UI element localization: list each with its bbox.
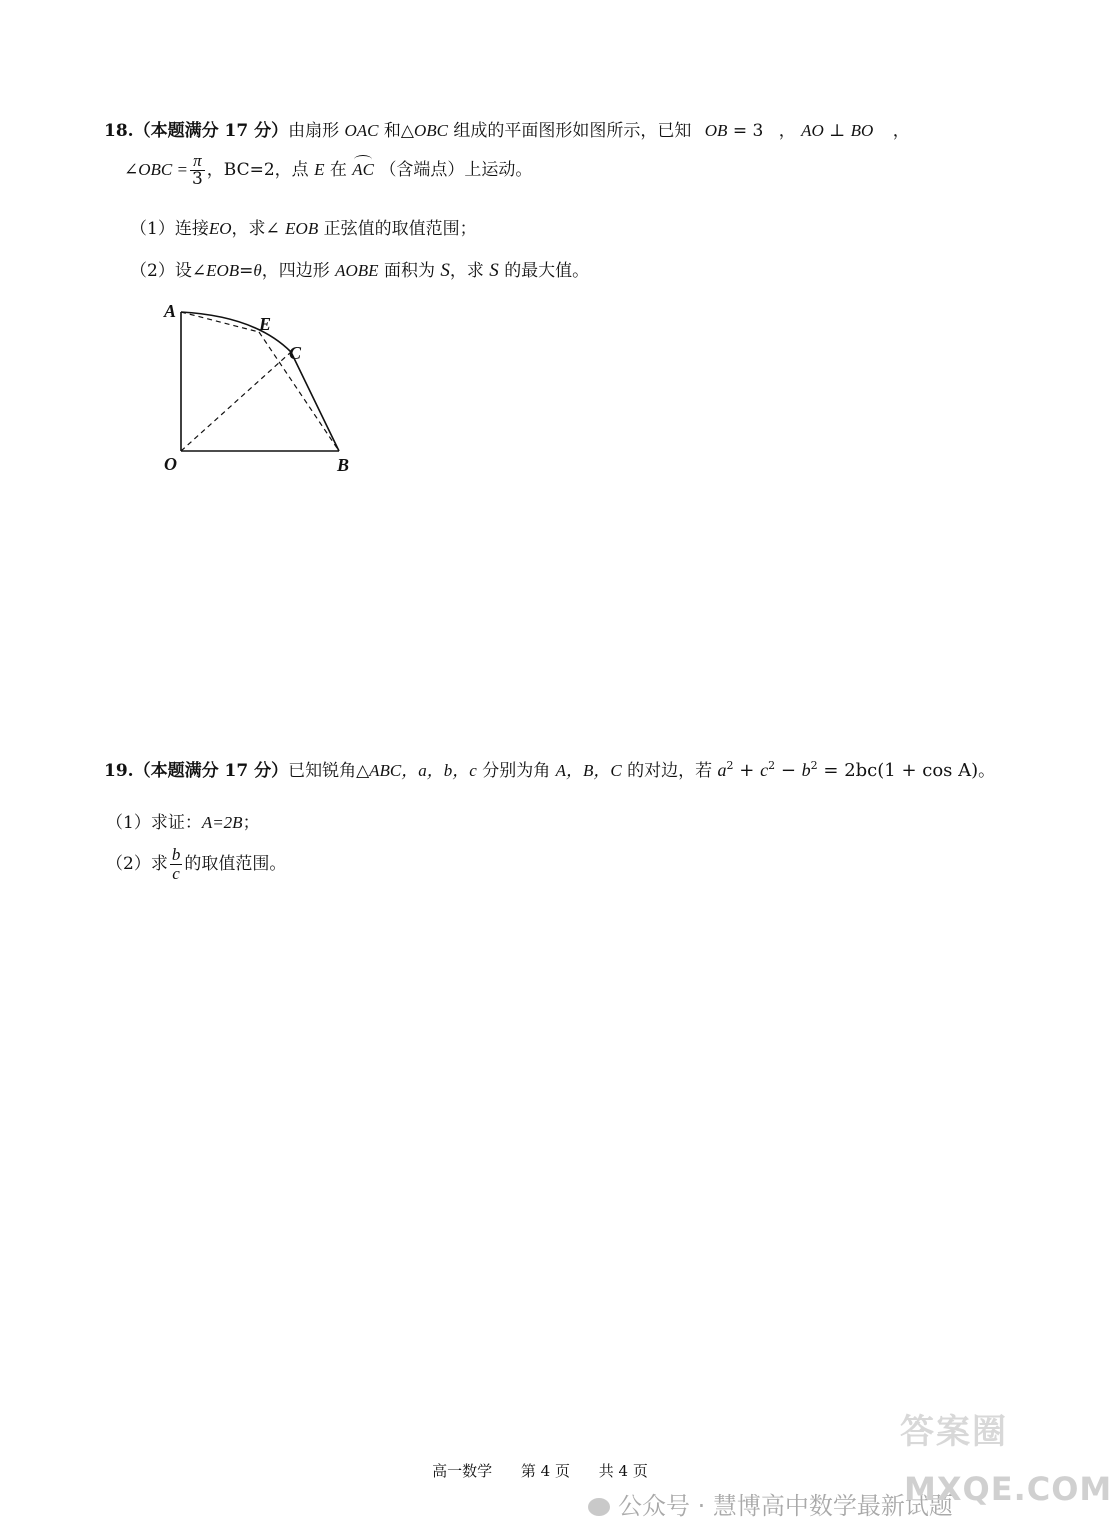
q18-score: （本题满分 17 分） <box>133 121 289 141</box>
equation: $a^2 + c^2 - b^2 = 2bc(1 + \cos A)$ <box>717 759 979 781</box>
q18-line2: ∠OBC = $\frac{\pi}{3}$ ，BC=2，点 E 在 AC （含端点）上运动。 <box>124 151 533 189</box>
dashed-oc <box>181 352 291 451</box>
dashed-ae <box>181 312 259 332</box>
q19-part2: （2）求 $\frac{b}{c}$ 的取值范围。 <box>106 845 287 883</box>
footer-total: 共 4 页 <box>598 1462 648 1480</box>
label-c: C <box>289 343 302 363</box>
q19-score: （本题满分 17 分） <box>133 761 289 781</box>
q18-number: 18. <box>104 121 134 141</box>
watermark-site: MXQE.COM <box>904 1470 1112 1508</box>
arc-ac: AC <box>352 159 375 179</box>
label-o: O <box>164 454 177 474</box>
q18-part2: （2）设∠EOB=θ，四边形 AOBE 面积为 S，求 S 的最大值。 <box>130 260 590 281</box>
q18-part1: （1）连接EO，求∠ EOB 正弦值的取值范围； <box>130 219 477 239</box>
wechat-icon <box>588 1498 610 1516</box>
b-over-c-fraction: $\frac{b}{c}$ <box>171 845 181 883</box>
arc-ac-curve <box>181 312 291 352</box>
q19-line1: 19.（本题满分 17 分）已知锐角△ABC，a，b，c 分别为角 A，B，C 的对边，若 $a^2 + c^2 - b^2 = 2bc(1 + \cos A)$。 <box>104 759 996 781</box>
segment-cb <box>291 352 339 451</box>
q19-part1: （1）求证：A=2B； <box>106 813 260 833</box>
q19-number: 19. <box>104 761 134 781</box>
watermark-account: 公众号 · 慧博高中数学最新试题 <box>588 1486 953 1521</box>
geometry-figure <box>155 296 365 481</box>
label-e: E <box>259 314 272 334</box>
pi-over-3-fraction: $\frac{\pi}{3}$ <box>191 151 203 189</box>
q18-line1: 18.（本题满分 17 分）由扇形 OAC 和△OBC 组成的平面图形如图所示，已知 OB = 3 ， AO ⊥ BO ， <box>104 121 910 141</box>
label-b: B <box>337 455 350 475</box>
watermark-logo: 答案圈 <box>900 1412 1008 1452</box>
footer-subject: 高一数学 <box>432 1462 493 1480</box>
footer-page: 第 4 页 <box>520 1462 570 1480</box>
label-a: A <box>164 301 177 321</box>
